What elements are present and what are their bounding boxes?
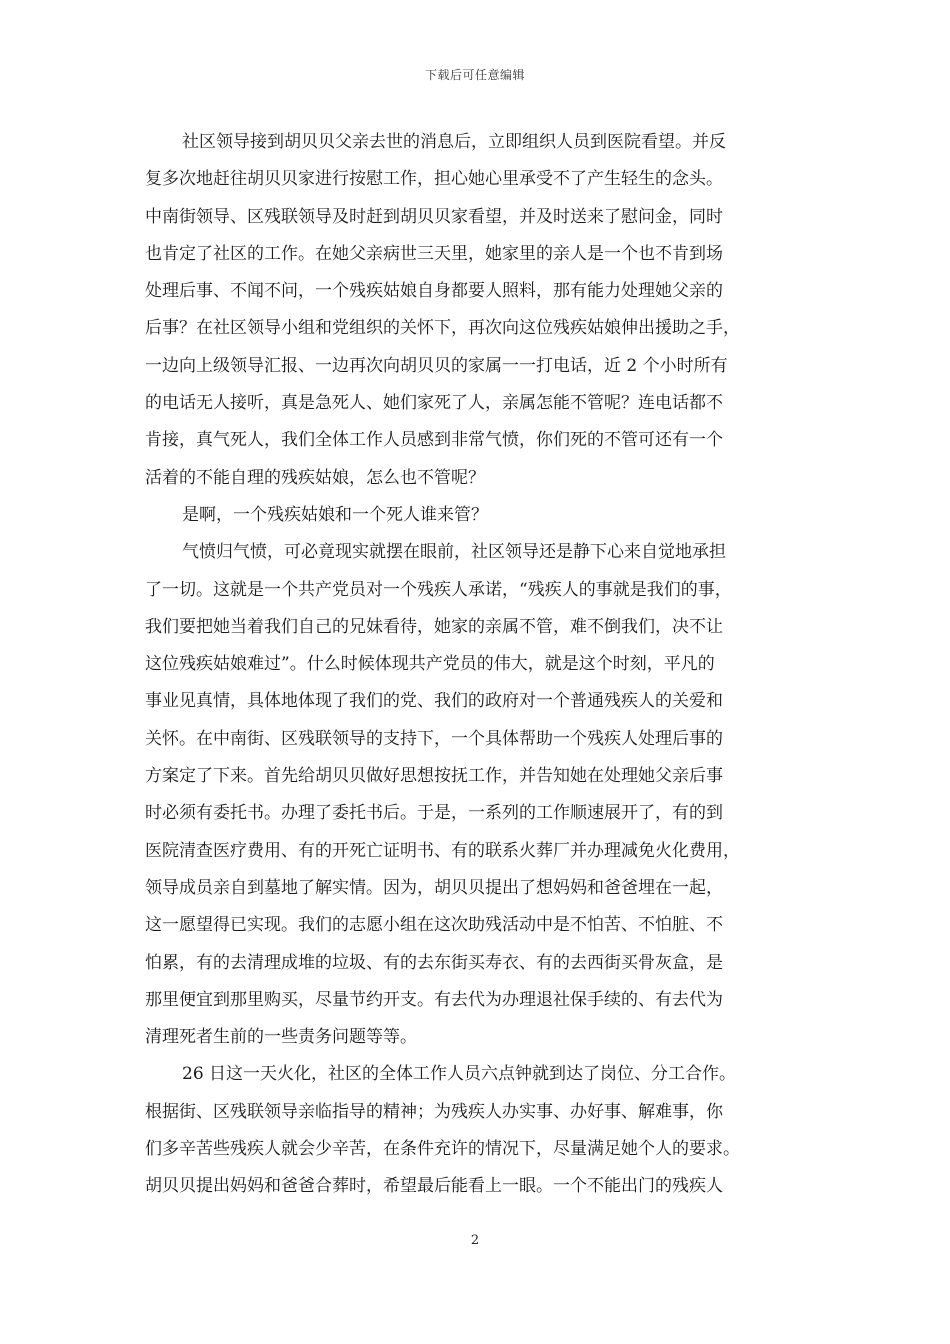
- page-number: 2: [470, 1233, 480, 1248]
- text-line: 后事？在社区领导小组和党组织的关怀下，再次向这位残疾姑娘伸出援助之手，: [145, 318, 740, 339]
- text-line: 26 日这一天火化，社区的全体工作人员六点钟就到达了岗位、分工合作。: [182, 1064, 737, 1085]
- text-line: 也肯定了社区的工作。在她父亲病世三天里，她家里的亲人是一个也不肯到场: [145, 243, 723, 264]
- text-line: 医院清查医疗费用、有的开死亡证明书、有的联系火葬厂并办理减免火化费用，: [145, 840, 740, 861]
- text-line: 活着的不能自理的残疾姑娘，怎么也不管呢？: [145, 467, 485, 488]
- text-line: 方案定了下来。首先给胡贝贝做好思想按抚工作，并告知她在处理她父亲后事: [145, 766, 723, 787]
- text-line: 复多次地赶往胡贝贝家进行按慰工作，担心她心里承受不了产生轻生的念头。: [145, 169, 723, 190]
- text-line: 气愤归气愤，可必竟现实就摆在眼前，社区领导还是静下心来自觉地承担: [182, 542, 726, 563]
- text-line: 肯接，真气死人，我们全体工作人员感到非常气愤，你们死的不管可还有一个: [145, 430, 723, 451]
- text-line: 清理死者生前的一些责务问题等等。: [145, 1027, 417, 1048]
- text-line: 关怀。在中南街、区残联领导的支持下，一个具体帮助一个残疾人处理后事的: [145, 728, 723, 749]
- text-line: 中南街领导、区残联领导及时赶到胡贝贝家看望，并及时送来了慰问金，同时: [145, 206, 723, 227]
- text-line: 处理后事、不闻不问，一个残疾姑娘自身都要人照料，那有能力处理她父亲的: [145, 281, 723, 302]
- text-line: 根据街、区残联领导亲临指导的精神；为残疾人办实事、办好事、解难事，你: [145, 1101, 723, 1122]
- text-line: 了一切。这就是一个共产党员对一个残疾人承诺，“残疾人的事就是我们的事，: [145, 579, 732, 600]
- page-header-note: 下载后可任意编辑: [424, 68, 525, 82]
- text-line: 这位残疾姑娘难过”。什么时候体现共产党员的伟大，就是这个时刻，平凡的: [145, 654, 715, 675]
- text-line: 领导成员亲自到墓地了解实情。因为，胡贝贝提出了想妈妈和爸爸埋在一起，: [145, 877, 723, 898]
- text-line: 我们要把她当着我们自己的兄妹看待，她家的亲属不管，难不倒我们，决不让: [145, 616, 723, 637]
- text-line: 怕累，有的去清理成堆的垃圾、有的去东街买寿衣、有的去西街买骨灰盒，是: [145, 952, 723, 973]
- text-line: 胡贝贝提出妈妈和爸爸合葬时，希望最后能看上一眼。一个不能出门的残疾人: [145, 1176, 723, 1197]
- text-line: 社区领导接到胡贝贝父亲去世的消息后，立即组织人员到医院看望。并反: [182, 132, 726, 152]
- text-line: 事业见真情，具体地体现了我们的党、我们的政府对一个普通残疾人的关爱和: [145, 691, 723, 712]
- text-line: 的电话无人接听，真是急死人、她们家死了人，亲属怎能不管呢？连电话都不: [145, 393, 723, 414]
- document-body: [145, 124, 809, 1206]
- text-line: 们多辛苦些残疾人就会少辛苦，在条件充许的情况下，尽量满足她个人的要求。: [145, 1139, 740, 1160]
- text-line: 这一愿望得已实现。我们的志愿小组在这次助残活动中是不怕苦、不怕脏、不: [145, 915, 723, 936]
- text-line: 时必须有委托书。办理了委托书后。于是，一系列的工作顺速展开了，有的到: [145, 803, 723, 824]
- text-line: 一边向上级领导汇报、一边再次向胡贝贝的家属一一打电话，近 2 个小时所有: [145, 355, 728, 376]
- text-line: 那里便宜到那里购买，尽量节约开支。有去代为办理退社保手续的、有去代为: [145, 989, 723, 1010]
- text-line: 是啊，一个残疾姑娘和一个死人谁来管？: [182, 504, 488, 525]
